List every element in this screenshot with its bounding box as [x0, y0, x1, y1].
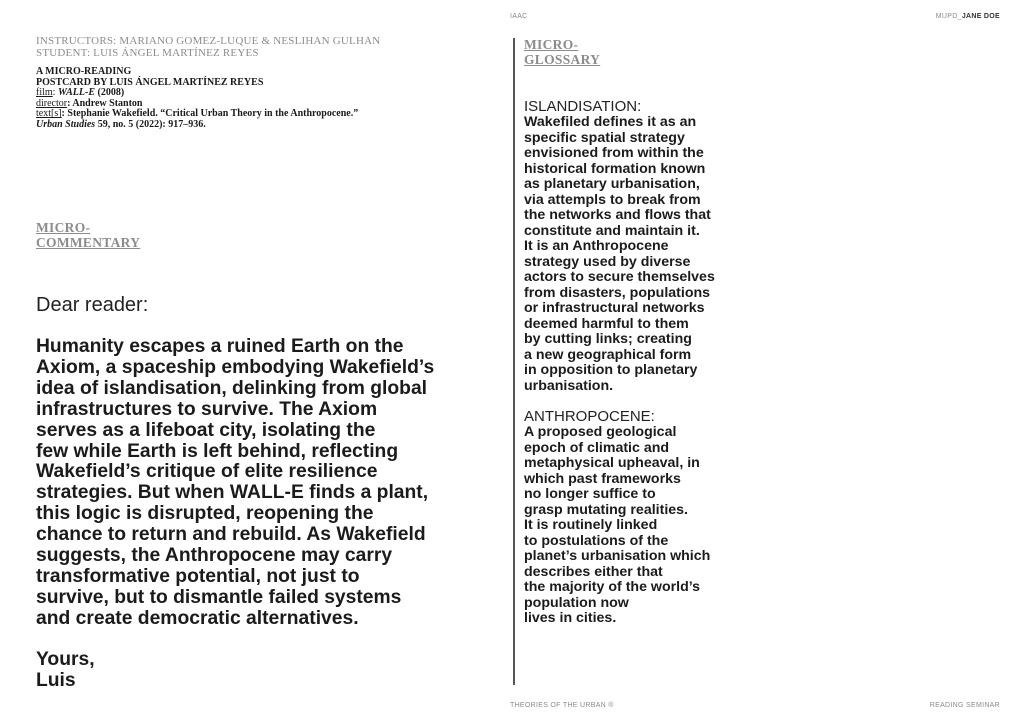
glossary-term: ISLANDISATION:: [524, 98, 642, 115]
body-line: transformative potential, not just to: [36, 565, 360, 587]
definition-line: lives in cities.: [524, 610, 617, 626]
definition-line: which past frameworks: [524, 470, 681, 487]
glossary-definition: [524, 115, 769, 394]
definition-line: to postulations of the: [524, 532, 669, 549]
closing-line: Yours,: [36, 649, 95, 670]
definition-line: via attempls to break from: [524, 191, 701, 208]
body-line: chance to return and rebuild. As Wakefield: [36, 524, 426, 546]
instructors-line: INSTRUCTORS: MARIANO GOMEZ-LUQUE & NESLIHAN GULHAN: [36, 35, 381, 47]
signature: Luis: [36, 670, 76, 691]
footer-seminar-label: READING SEMINAR: [929, 702, 1000, 709]
body-line: idea of islandisation, delinking from global: [36, 377, 428, 399]
header-student-name: JANE DOE: [961, 13, 1000, 20]
salutation: Dear reader:: [36, 294, 149, 316]
postcard-byline: POSTCARD BY LUIS ÁNGEL MARTÍNEZ REYES: [36, 76, 264, 88]
film-year: (2008): [95, 87, 125, 99]
definition-line: population now: [524, 594, 629, 611]
definition-line: It is an Anthropocene: [524, 238, 669, 254]
definition-line: strategy used by diverse: [524, 253, 691, 270]
glossary-entry-anthropocene: [524, 409, 769, 627]
definition-line: constitute and maintain it.: [524, 222, 700, 239]
definition-line: A proposed geological: [524, 424, 677, 440]
definition-line: by cutting links; creating: [524, 331, 692, 347]
body-line: suggests, the Anthropocene may carry: [36, 545, 393, 567]
closing: [36, 649, 95, 691]
definition-line: planet’s urbanisation which: [524, 548, 711, 564]
definition-line: envisioned from within the: [524, 145, 704, 161]
header-center-label: IAAC: [510, 13, 528, 20]
glossary-term: ANTHROPOCENE:: [524, 408, 655, 425]
commentary-title: [36, 220, 140, 250]
footer-course-title: THEORIES OF THE URBAN ®: [510, 702, 614, 709]
film-line: film: WALL-E (2008): [36, 87, 125, 99]
body-line: Axiom, a spaceship embodying Wakefield’s: [36, 356, 435, 378]
journal-details: 59, no. 5 (2022): 917–936.: [95, 118, 206, 130]
film-title: WALL-E: [57, 87, 95, 99]
credits-block: [36, 35, 380, 59]
body-line: this logic is disrupted, reopening the: [36, 503, 374, 525]
definition-line: the networks and flows that: [524, 207, 711, 223]
glossary-entry-islandisation: [524, 99, 769, 394]
definition-line: urbanisation.: [524, 377, 614, 394]
body-line: survive, but to dismantle failed systems: [36, 586, 402, 608]
definition-line: as planetary urbanisation,: [524, 176, 700, 192]
definition-line: from disasters, populations: [524, 284, 711, 301]
director-label: director: [36, 97, 68, 109]
commentary-title-line2: COMMENTARY: [36, 235, 141, 250]
definition-line: actors to secure themselves: [524, 269, 715, 285]
definition-line: specific spatial strategy: [524, 129, 685, 146]
definition-line: or infrastructural networks: [524, 300, 705, 316]
glossary-title-line2: GLOSSARY: [524, 52, 601, 67]
column-divider: [513, 38, 515, 685]
director-name: : Andrew Stanton: [67, 97, 143, 109]
texts-citation: : Stephanie Wakefield. “Critical Urban Theory in the Anthropocene.”: [61, 108, 359, 120]
body-line: and create democratic alternatives.: [36, 607, 359, 629]
journal-name: Urban Studies: [36, 118, 96, 130]
glossary-title-line1: MICRO-: [524, 37, 579, 52]
body-line: infrastructures to survive. The Axiom: [36, 398, 378, 420]
definition-line: grasp mutating realities.: [524, 501, 688, 518]
definition-line: epoch of climatic and: [524, 439, 670, 456]
reading-title: A MICRO-READING: [36, 66, 132, 77]
header-right-label: [936, 13, 1000, 20]
definition-line: Wakefiled defines it as an: [524, 114, 697, 130]
commentary-title-line1: MICRO-: [36, 220, 91, 235]
body-line: serves as a lifeboat city, isolating the: [36, 419, 376, 441]
definition-line: the majority of the world’s: [524, 579, 701, 595]
header-course-code: MUPD_: [935, 13, 962, 20]
film-label: film: [36, 87, 53, 99]
body-line: few while Earth is left behind, reflecting: [36, 440, 399, 462]
definition-line: no longer suffice to: [524, 486, 656, 502]
definition-line: historical formation known: [524, 160, 706, 177]
definition-line: deemed harmful to them: [524, 315, 689, 332]
texts-label: text[s]: [36, 108, 62, 120]
definition-line: in opposition to planetary: [524, 362, 698, 378]
reference-block: [36, 67, 358, 131]
body-line: strategies. But when WALL-E finds a plant,: [36, 482, 429, 504]
student-line: STUDENT: LUIS ÁNGEL MARTÍNEZ REYES: [36, 47, 259, 59]
definition-line: describes either that: [524, 563, 663, 580]
journal-line: [36, 120, 358, 131]
glossary-definition: [524, 425, 769, 627]
definition-line: It is routinely linked: [524, 517, 658, 533]
body-line: Humanity escapes a ruined Earth on the: [36, 336, 404, 357]
body-line: Wakefield’s critique of elite resilience: [36, 461, 378, 483]
definition-line: a new geographical form: [524, 346, 692, 363]
definition-line: metaphysical upheaval, in: [524, 455, 700, 471]
commentary-body: [36, 337, 496, 630]
glossary-title: [524, 37, 600, 67]
